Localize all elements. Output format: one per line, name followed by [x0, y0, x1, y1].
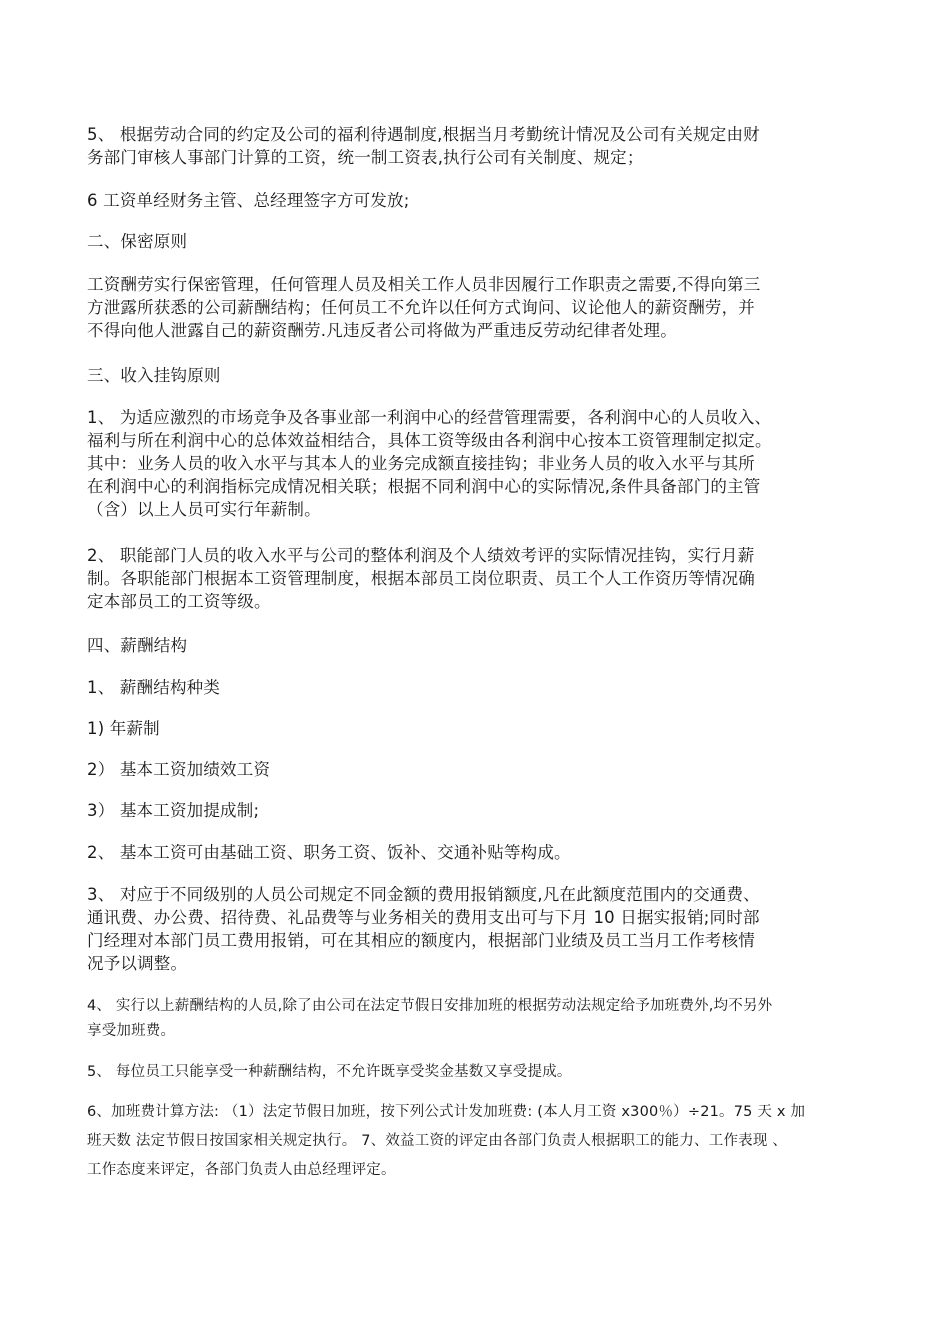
paragraph-expense-reimbursement — [87, 883, 872, 975]
text-line: 5、 根据劳动合同的约定及公司的福利待遇制度,根据当月考勤统计情况及公司有关规定由财 — [87, 125, 760, 144]
section-heading-confidentiality — [87, 230, 872, 253]
paragraph-functional-dept-income — [87, 544, 872, 613]
text-line: 5、 每位员工只能享受一种薪酬结构，不允许既享受奖金基数又享受提成。 — [87, 1064, 572, 1080]
paragraph-payroll-review — [87, 123, 872, 169]
text-line: 3） 基本工资加提成制; — [87, 801, 260, 820]
text-line: 不得向他人泄露自己的薪资酬劳.凡违反者公司将做为严重违反劳动纪律者处理。 — [87, 321, 677, 340]
text-line: 享受加班费。 — [87, 1023, 176, 1039]
list-heading-structure-types — [87, 676, 872, 699]
text-line: 3、 对应于不同级别的人员公司规定不同金额的费用报销额度,凡在此额度范围内的交通费、 — [87, 885, 760, 904]
text-line: 工资酬劳实行保密管理，任何管理人员及相关工作人员非因履行工作职责之需要,不得向第三 — [87, 275, 761, 294]
text-line: 方泄露所获悉的公司薪酬结构；任何员工不允许以任何方式询问、议论他人的薪资酬劳，并 — [87, 298, 755, 317]
text-line: 二、保密原则 — [87, 232, 188, 251]
text-line: 制。各职能部门根据本工资管理制度，根据本部员工岗位职责、员工个人工作资历等情况确 — [87, 569, 755, 588]
text-line: 4、 实行以上薪酬结构的人员,除了由公司在法定节假日安排加班的根据劳动法规定给予加班费外,均不另外 — [87, 998, 773, 1014]
text-line: 班天数 法定节假日按国家相关规定执行。 7、效益工资的评定由各部门负责人根据职工的能力、工作表现 、 — [87, 1133, 788, 1149]
text-line: 定本部员工的工资等级。 — [87, 592, 271, 611]
text-line: （含）以上人员可实行年薪制。 — [87, 500, 321, 519]
text-line: 福利与所在利润中心的总体效益相结合，具体工资等级由各利润中心按本工资管理制定拟定。 — [87, 431, 772, 450]
text-line: 务部门审核人事部门计算的工资，统一制工资表,执行公司有关制度、规定； — [87, 148, 644, 167]
paragraph-overtime-calculation — [87, 1098, 872, 1185]
text-line: 通讯费、办公费、招待费、礼品费等与业务相关的费用支出可与下月 10 日据实报销;同时部 — [87, 908, 760, 927]
section-heading-pay-structure — [87, 634, 872, 657]
text-line: 1) 年薪制 — [87, 719, 160, 738]
paragraph-base-salary-components — [87, 841, 872, 864]
text-line: 况予以调整。 — [87, 954, 188, 973]
paragraph-overtime-exclusion — [87, 994, 872, 1044]
paragraph-profit-center-income — [87, 406, 872, 521]
text-line: 1、 薪酬结构种类 — [87, 678, 221, 697]
text-line: 四、薪酬结构 — [87, 636, 188, 655]
text-line: 门经理对本部门员工费用报销，可在其相应的额度内，根据部门业绩及员工当月工作考核情 — [87, 931, 755, 950]
text-line: 工作态度来评定，各部门负责人由总经理评定。 — [87, 1162, 396, 1178]
text-line: 在利润中心的利润指标完成情况相关联；根据不同利润中心的实际情况,条件具备部门的主管 — [87, 477, 761, 496]
text-line: 三、收入挂钩原则 — [87, 366, 221, 385]
paragraph-single-structure — [87, 1060, 872, 1085]
list-item-base-plus-performance — [87, 758, 872, 781]
list-item-annual-salary — [87, 717, 872, 740]
text-line: 2） 基本工资加绩效工资 — [87, 760, 271, 779]
list-item-base-plus-commission — [87, 799, 872, 822]
section-heading-income-linkage — [87, 364, 872, 387]
text-line: 6 工资单经财务主管、总经理签字方可发放; — [87, 191, 410, 210]
text-line: 其中：业务人员的收入水平与其本人的业务完成额直接挂钩；非业务人员的收入水平与其所 — [87, 454, 755, 473]
paragraph-payslip-signoff — [87, 189, 872, 212]
text-line: 6、加班费计算方法: （1）法定节假日加班，按下列公式计发加班费: (本人月工资 x300％）÷21。75 天 x 加 — [87, 1104, 806, 1120]
text-line: 1、 为适应激烈的市场竞争及各事业部一利润中心的经营管理需要，各利润中心的人员收入、 — [87, 408, 772, 427]
text-line: 2、 职能部门人员的收入水平与公司的整体利润及个人绩效考评的实际情况挂钩，实行月薪 — [87, 546, 755, 565]
paragraph-confidentiality — [87, 273, 872, 342]
text-line: 2、 基本工资可由基础工资、职务工资、饭补、交通补贴等构成。 — [87, 843, 571, 862]
